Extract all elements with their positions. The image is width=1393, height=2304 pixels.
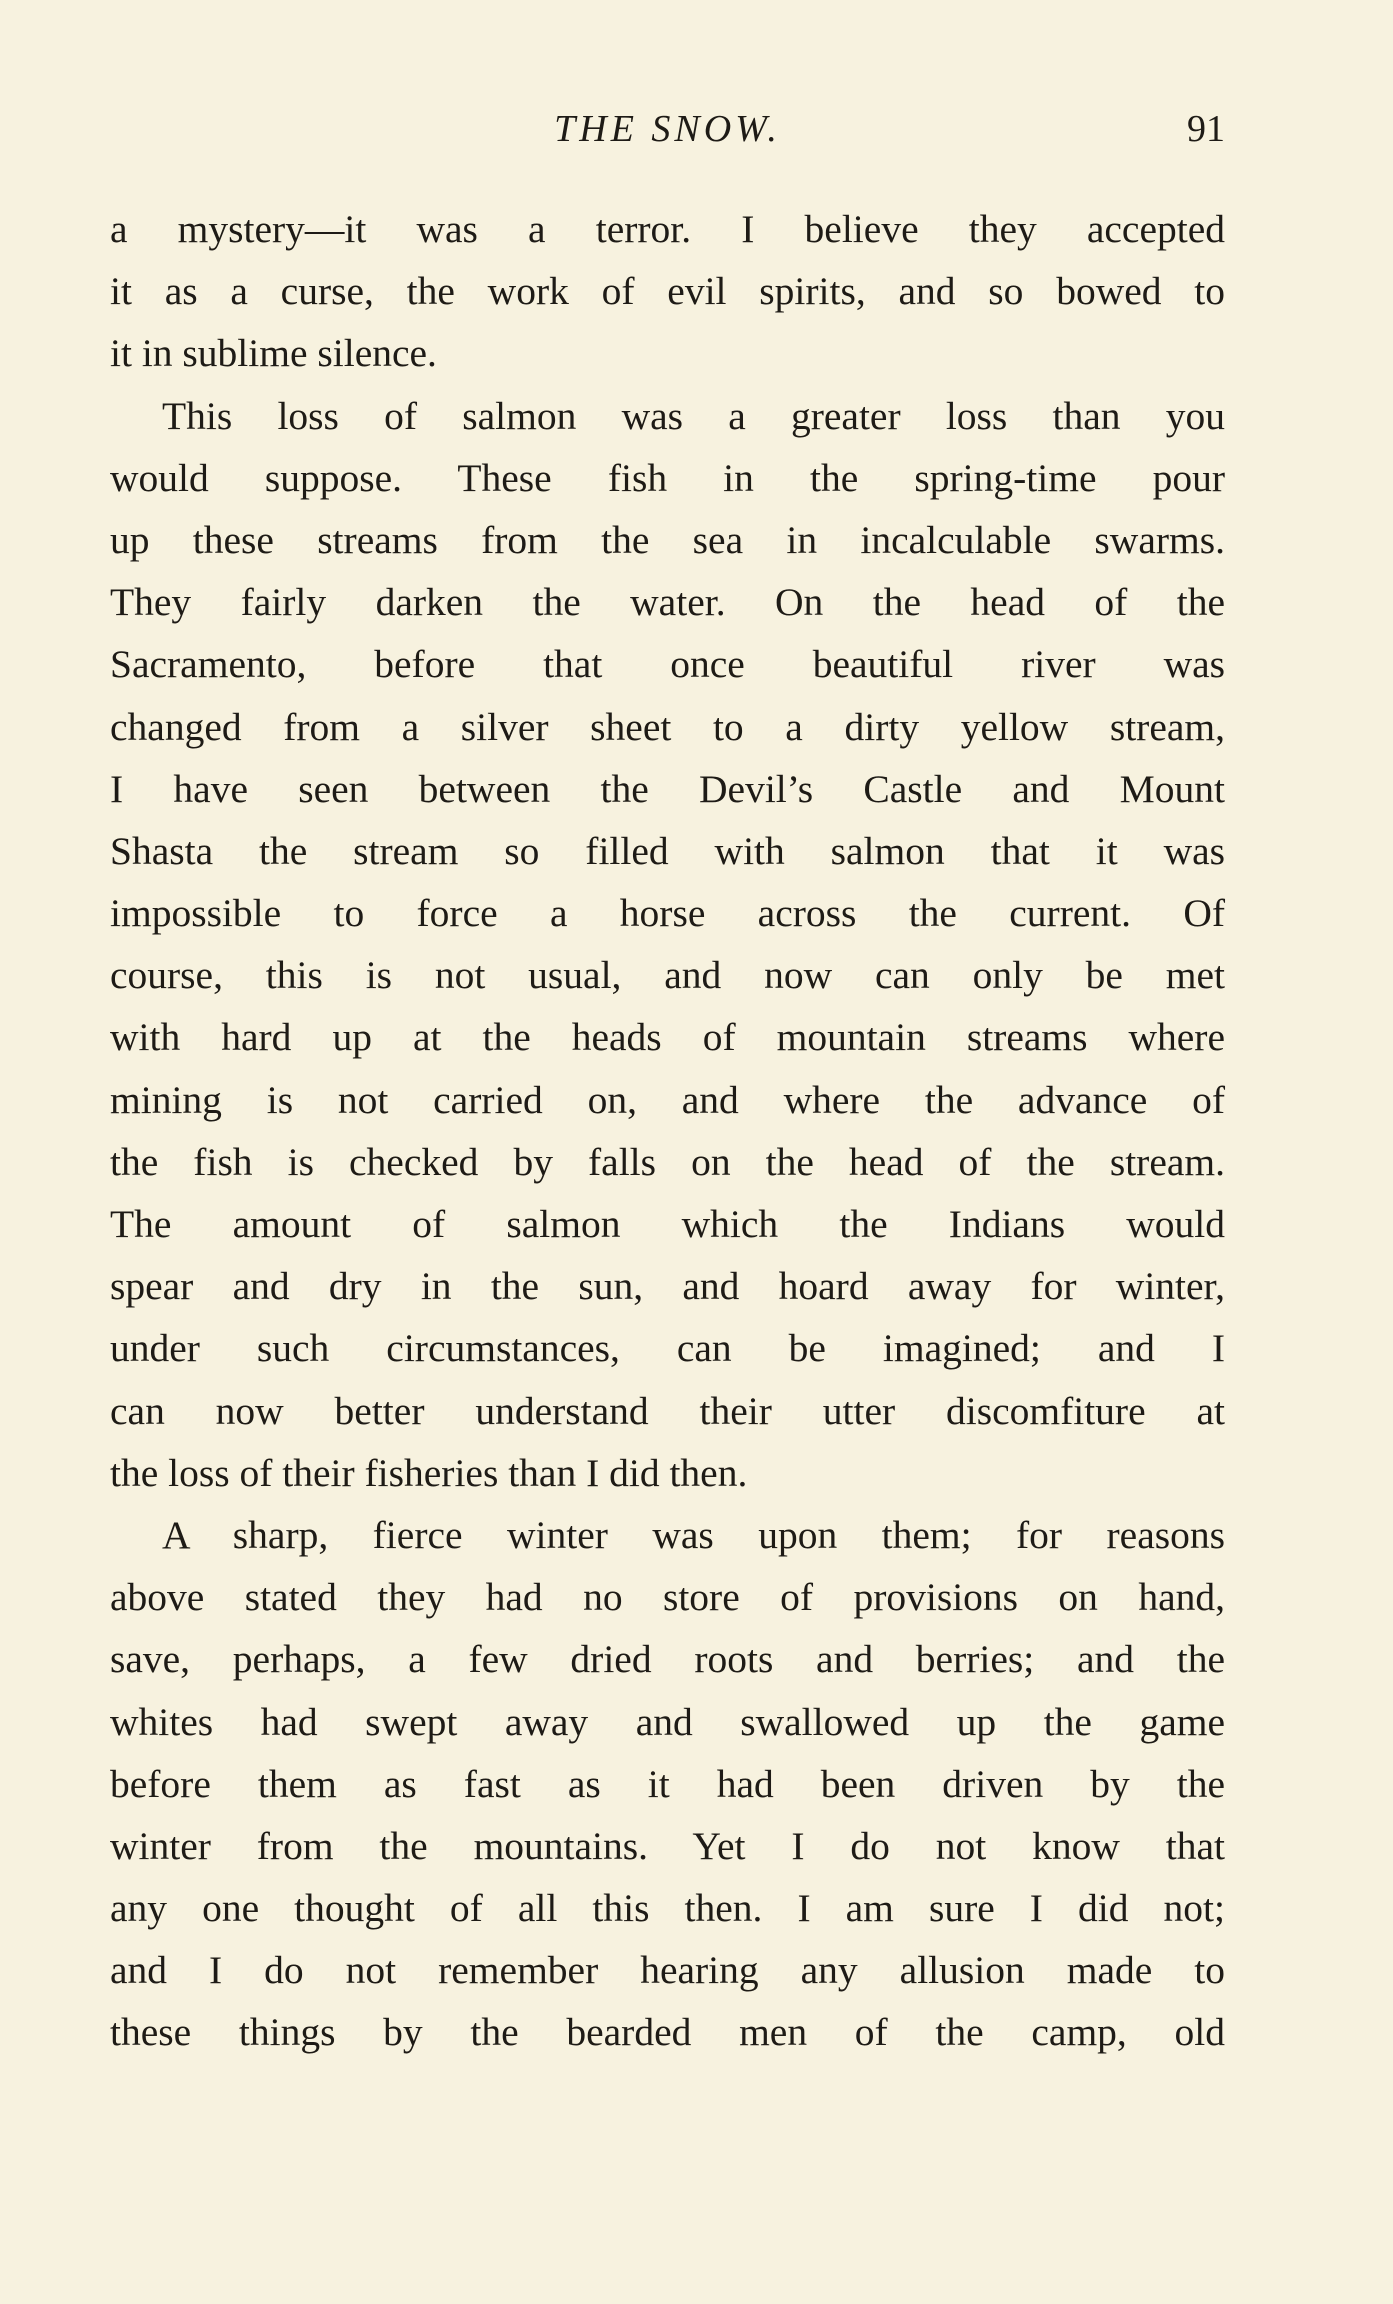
text-line: with hard up at the heads of mountain streams where	[110, 1015, 1225, 1060]
text-line: I have seen between the Devil’s Castle and Mount	[110, 766, 1225, 811]
text-line: up these streams from the sea in incalculable swarms.	[110, 517, 1225, 562]
text-line: can now better understand their utter discomfiture at	[110, 1388, 1225, 1433]
body-text	[110, 198, 1225, 2064]
page-number: 91	[1187, 108, 1225, 150]
text-line: whites had swept away and swallowed up the game	[110, 1699, 1225, 1744]
text-line: it in sublime silence.	[110, 331, 437, 376]
text-line: a mystery—it was a terror. I believe they accepted	[110, 207, 1225, 251]
text-line: the loss of their fisheries than I did then.	[110, 1450, 748, 1495]
paragraph	[110, 198, 1225, 385]
text-line: impossible to force a horse across the current. Of	[110, 891, 1225, 936]
text-line: save, perhaps, a few dried roots and berries; and the	[110, 1637, 1225, 1682]
text-line: these things by the bearded men of the camp, old	[110, 2010, 1225, 2055]
text-line: Sacramento, before that once beautiful river was	[110, 642, 1225, 687]
text-line: above stated they had no store of provisions on hand,	[110, 1575, 1225, 1620]
text-line: spear and dry in the sun, and hoard away for winter,	[110, 1264, 1225, 1309]
paragraph	[110, 385, 1225, 1504]
text-line: The amount of salmon which the Indians would	[110, 1202, 1225, 1246]
text-line: the fish is checked by falls on the head of the stream.	[110, 1139, 1225, 1184]
text-line: it as a curse, the work of evil spirits, and so bowed to	[110, 269, 1225, 314]
text-line: A sharp, fierce winter was upon them; for reasons	[162, 1512, 1225, 1557]
text-line: winter from the mountains. Yet I do not know that	[110, 1823, 1225, 1868]
text-line: any one thought of all this then. I am sure I did not;	[110, 1886, 1225, 1931]
text-line: Shasta the stream so filled with salmon that it was	[110, 828, 1225, 873]
text-line: under such circumstances, can be imagined; and I	[110, 1326, 1225, 1371]
text-line: mining is not carried on, and where the advance of	[110, 1077, 1225, 1122]
running-head	[110, 103, 1225, 155]
text-line: would suppose. These fish in the spring-time pour	[110, 455, 1225, 500]
text-line: They fairly darken the water. On the head of the	[110, 580, 1225, 625]
text-line: course, this is not usual, and now can only be met	[110, 953, 1225, 998]
text-line: before them as fast as it had been driven by the	[110, 1761, 1225, 1806]
paragraph	[110, 1504, 1225, 2064]
text-line: This loss of salmon was a greater loss than you	[162, 393, 1225, 438]
text-line: changed from a silver sheet to a dirty yellow stream,	[110, 704, 1225, 749]
running-title: THE SNOW.	[554, 108, 781, 150]
text-line: and I do not remember hearing any allusion made to	[110, 1948, 1225, 1993]
